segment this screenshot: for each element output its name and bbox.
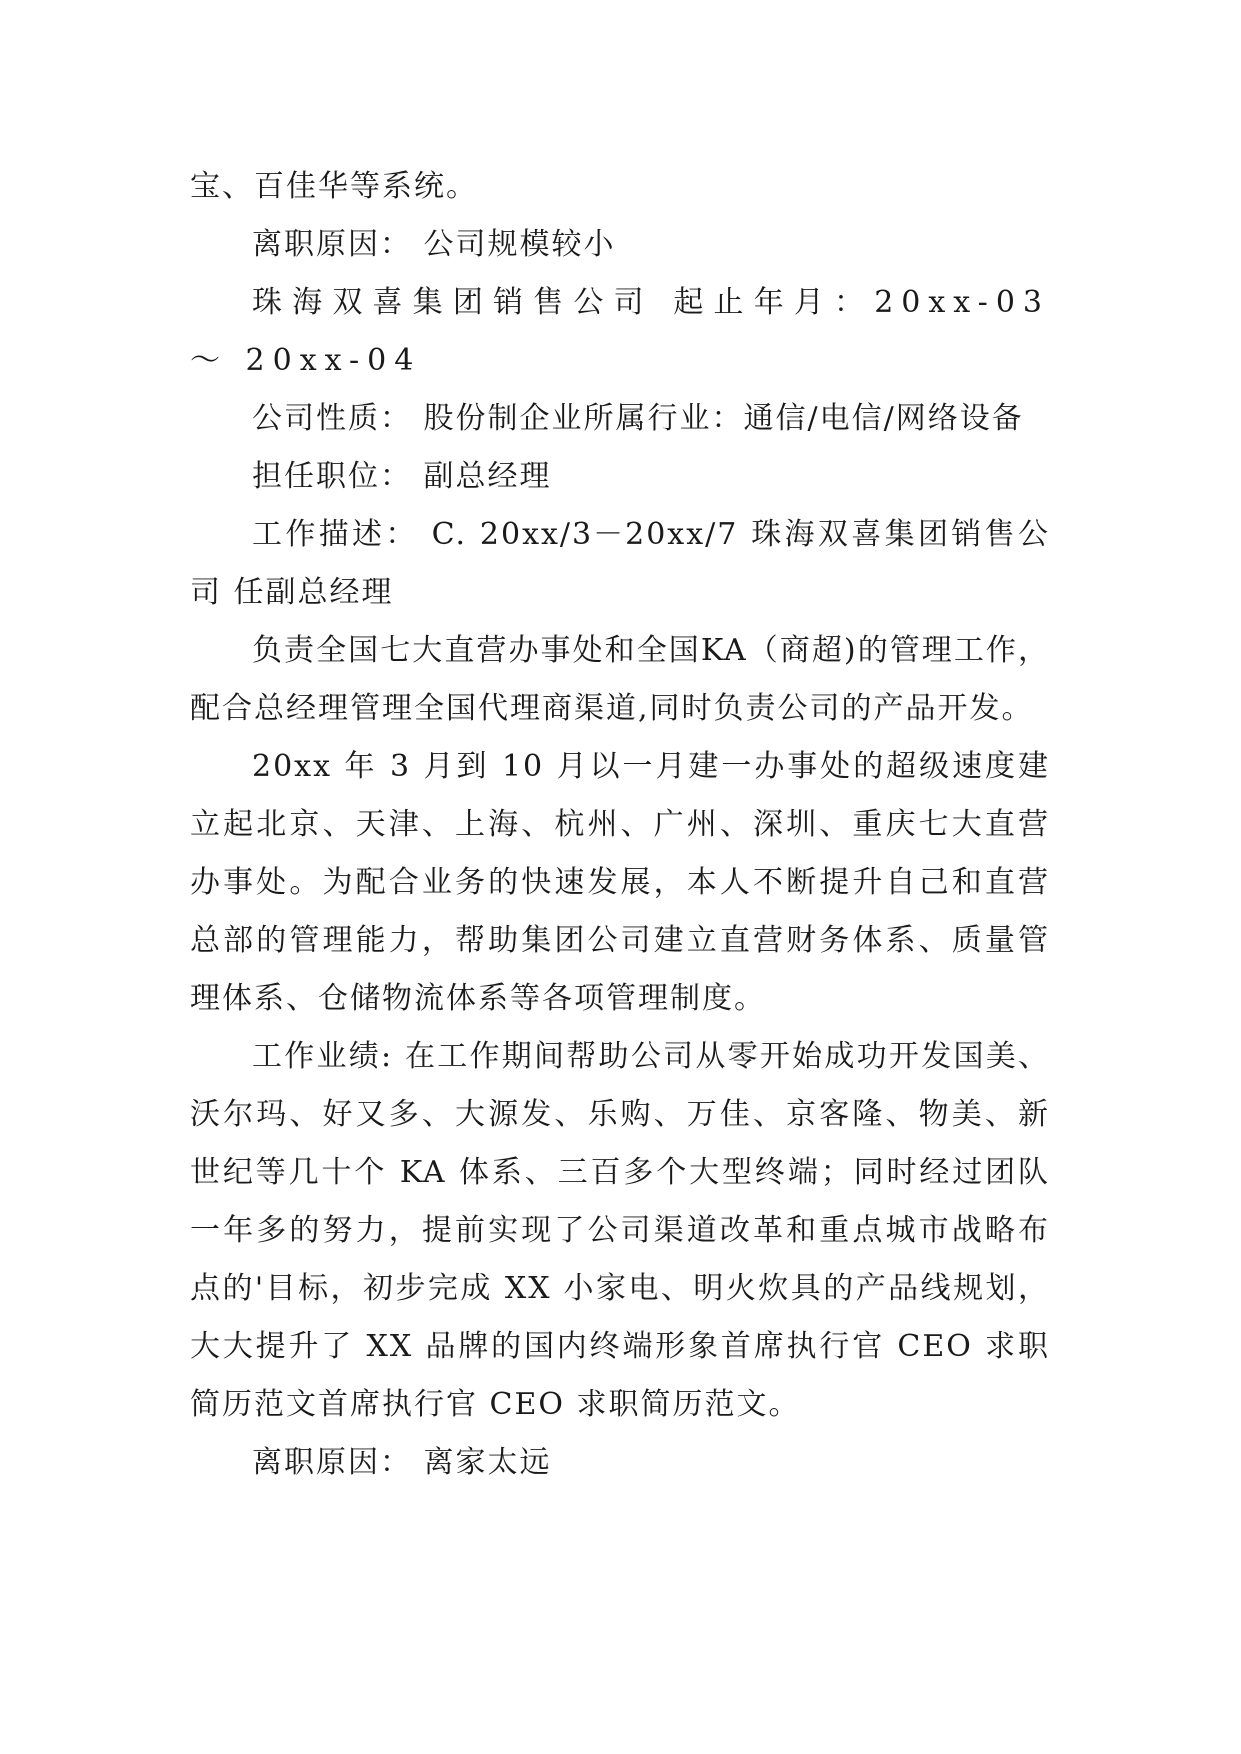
paragraph-offices: 20xx 年 3 月到 10 月以一月建一办事处的超级速度建立起北京、天津、上海、杭州、广州、深圳、重庆七大直营办事处。为配合业务的快速发展，本人不断提升自己和直营总部的管理能力，帮助集团公司建立直营财务体系、质量管理体系、仓储物流体系等各项管理制度。: [190, 749, 1050, 1016]
document-body: [190, 158, 1050, 1492]
paragraph-achievements: 工作业绩: 在工作期间帮助公司从零开始成功开发国美、沃尔玛、好又多、大源发、乐购、万佳、京客隆、物美、新世纪等几十个 KA 体系、三百多个大型终端；同时经过团队一年多的努力，提前实现了公司渠道改革和重点城市战略布点的'目标，初步完成 XX 小家电、明火炊具的产品线规划，大大提升了 XX 品牌的国内终端形象首席执行官 CEO 求职简历范文首席执行官 CEO 求职简历范文。: [190, 1039, 1050, 1422]
paragraph-leave-reason-1: 离职原因： 公司规模较小: [252, 227, 616, 262]
paragraph-continuation: 宝、百佳华等系统。: [190, 169, 478, 204]
paragraph-job-description: 工作描述： C. 20xx/3－20xx/7 珠海双喜集团销售公司 任副总经理: [190, 517, 1050, 610]
paragraph-company-nature: 公司性质： 股份制企业所属行业：通信/电信/网络设备: [252, 401, 1024, 436]
paragraph-responsibilities: 负责全国七大直营办事处和全国KA（商超)的管理工作，配合总经理管理全国代理商渠道,同时负责公司的产品开发。: [190, 633, 1050, 726]
paragraph-position: 担任职位： 副总经理: [252, 459, 552, 494]
paragraph-leave-reason-2: 离职原因： 离家太远: [252, 1445, 552, 1480]
paragraph-company-period: 珠海双喜集团销售公司 起止年月：20xx-03 ～ 20xx-04: [190, 285, 1050, 378]
